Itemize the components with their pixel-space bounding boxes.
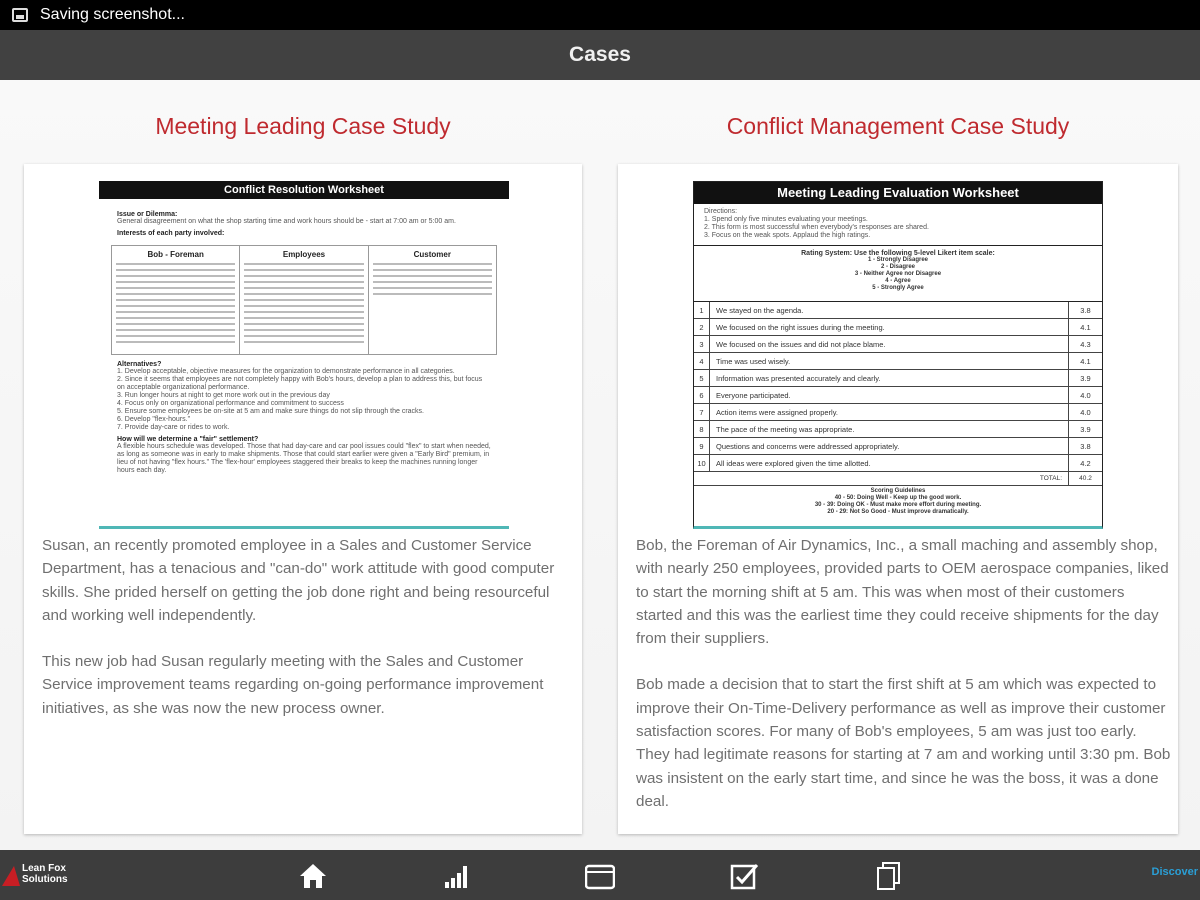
evaluation-row: 4 Time was used wisely. 4.1 (694, 353, 1102, 370)
alternative-item: 1. Develop acceptable, objective measures for the organization to demonstrate performance in all categories. (117, 368, 455, 375)
scoring-title: Scoring Guidelines (870, 488, 926, 494)
folder-icon[interactable] (585, 862, 615, 890)
directions-line: 1. Spend only five minutes evaluating your meetings. (704, 216, 868, 223)
issue-label: Issue or Dilemma: (117, 211, 178, 218)
settlement-label: How will we determine a "fair" settlement? (117, 436, 259, 443)
meeting-evaluation-worksheet-image (693, 181, 1103, 529)
evaluation-row: 10 All ideas were explored given the time allotted. 4.2 (694, 455, 1102, 472)
conflict-management-case-card[interactable] (618, 164, 1178, 834)
evaluation-row: 3 We focused on the issues and did not place blame. 4.3 (694, 336, 1102, 353)
case-paragraph: Bob, the Foreman of Air Dynamics, Inc., a small maching and assembly shop, with nearly 250 employees, provided parts to OEM aerospace companies, liked to start the morning shift at 5 am. This was when most of their customers started and this was the earliest time they could receive shipments for the day from their suppliers. (636, 537, 1169, 648)
evaluation-row: 5 Information was presented accurately and clearly. 3.9 (694, 370, 1102, 387)
alternatives-label: Alternatives? (117, 361, 162, 368)
left-case-title[interactable]: Meeting Leading Case Study (155, 113, 451, 139)
screenshot-icon (12, 8, 28, 22)
app-bar (0, 30, 1200, 80)
conflict-resolution-worksheet-image (99, 181, 509, 529)
brand-line: Lean Fox (22, 863, 66, 874)
rating-system (694, 246, 1102, 302)
case-paragraph: This new job had Susan regularly meeting with the Sales and Customer Service improvement teams regarding on-going performance improvement initiatives, as she was now the new process owner. (42, 653, 544, 717)
worksheet-heading: Conflict Resolution Worksheet (99, 181, 509, 199)
rating-level: 1 - Strongly Disagree (867, 257, 929, 263)
rating-level: 2 - Disagree (880, 264, 916, 270)
checkbox-icon[interactable] (730, 862, 760, 890)
discover-logo[interactable] (1152, 866, 1198, 878)
alternative-item: 2. Since it seems that employees are not completely happy with Bob's hours, develop a plan to address this, but focus on acceptable organizational performance. (117, 376, 483, 391)
home-icon[interactable] (298, 862, 328, 890)
interests-table (111, 245, 497, 355)
fox-icon (2, 866, 20, 886)
scoring-line: 30 - 39: Doing OK - Must make more effort during meeting. (814, 502, 982, 508)
total-row (694, 472, 1102, 486)
rating-level: 5 - Strongly Agree (872, 285, 924, 291)
interest-column-header: Bob - Foreman (147, 250, 204, 259)
interest-column-header: Customer (413, 250, 451, 259)
bottom-navigation (0, 850, 1200, 900)
issue-text: General disagreement on what the shop starting time and work hours should be - start at 7:00 am or 5:00 am. (117, 218, 456, 225)
evaluation-row: 7 Action items were assigned properly. 4.0 (694, 404, 1102, 421)
brand-line: Solutions (22, 874, 68, 885)
interests-label: Interests of each party involved: (117, 230, 225, 237)
evaluation-row: 1 We stayed on the agenda. 3.8 (694, 302, 1102, 319)
rating-level: 3 - Neither Agree nor Disagree (854, 271, 942, 277)
alternative-item: 7. Provide day-care or rides to work. (117, 424, 230, 431)
meeting-leading-case-card[interactable] (24, 164, 582, 834)
page-title: Cases (569, 43, 631, 66)
discover-text: Discover (1151, 866, 1198, 878)
settlement-text: A flexible hours schedule was developed. Those that had day-care and car pool issues could "flex" to start when needed, as long as someone was in early to make shipments. Those that could start earlier were given a "Early Bird" premium, in lieu of not having "flex hours." The 'flex-hour' employees staggered their breaks to keep the machines running longer hours each day. (117, 443, 491, 474)
documents-icon[interactable] (874, 862, 904, 890)
alternative-item: 5. Ensure some employees be on-site at 5 am and make sure things do not slip through the cracks. (117, 408, 424, 415)
alternative-item: 4. Focus only on organizational performance and commitment to success (117, 400, 344, 407)
interest-column-header: Employees (282, 250, 326, 259)
directions (694, 204, 1102, 246)
case-description (636, 534, 1171, 836)
directions-line: Directions: (704, 208, 738, 215)
rating-title: Rating System: Use the following 5-level Likert item scale: (801, 250, 995, 257)
status-bar (0, 0, 1200, 30)
lean-fox-logo[interactable] (2, 862, 74, 892)
total-value: 40.2 (1068, 472, 1102, 485)
alternative-item: 3. Run longer hours at night to get more work out in the previous day (117, 392, 330, 399)
case-paragraph: Susan, an recently promoted employee in a Sales and Customer Service Department, has a tenacious and "can-do" work attitude with good computer skills. She prided herself on getting the job done right and being resourceful and working well independently. (42, 537, 555, 624)
directions-line: 3. Focus on the weak spots. Applaud the high ratings. (704, 232, 871, 239)
bar-chart-icon[interactable] (442, 862, 472, 890)
scoring-line: 40 - 50: Doing Well - Keep up the good work. (834, 495, 962, 501)
case-description (42, 534, 572, 743)
case-paragraph: Bob made a decision that to start the first shift at 5 am which was expected to improve their On-Time-Delivery performance as well as improve their customer satisfaction scores. For many of Bob's employees, 5 am was just too early. They had legitimate reasons for starting at 7 am and working until 3:30 pm. Bob was insistent on the early start time, and since he was the boss, it was a done deal. (636, 676, 1171, 810)
evaluation-row: 2 We focused on the right issues during the meeting. 4.1 (694, 319, 1102, 336)
evaluation-row: 9 Questions and concerns were addressed appropriately. 3.8 (694, 438, 1102, 455)
alternative-item: 6. Develop "flex-hours." (117, 416, 191, 423)
right-case-title[interactable]: Conflict Management Case Study (726, 113, 1070, 139)
status-text: Saving screenshot... (40, 6, 185, 23)
evaluation-rows (694, 302, 1102, 472)
evaluation-row: 6 Everyone participated. 4.0 (694, 387, 1102, 404)
worksheet-heading: Meeting Leading Evaluation Worksheet (694, 182, 1102, 204)
directions-line: 2. This form is most successful when everybody's responses are shared. (704, 224, 929, 231)
scoring-line: 20 - 29: Not So Good - Must improve dramatically. (827, 509, 969, 515)
rating-level: 4 - Agree (885, 278, 911, 284)
total-label: TOTAL: (1039, 475, 1062, 482)
evaluation-row: 8 The pace of the meeting was appropriate. 3.9 (694, 421, 1102, 438)
scoring-guidelines (694, 486, 1102, 516)
main-content (0, 80, 1200, 850)
